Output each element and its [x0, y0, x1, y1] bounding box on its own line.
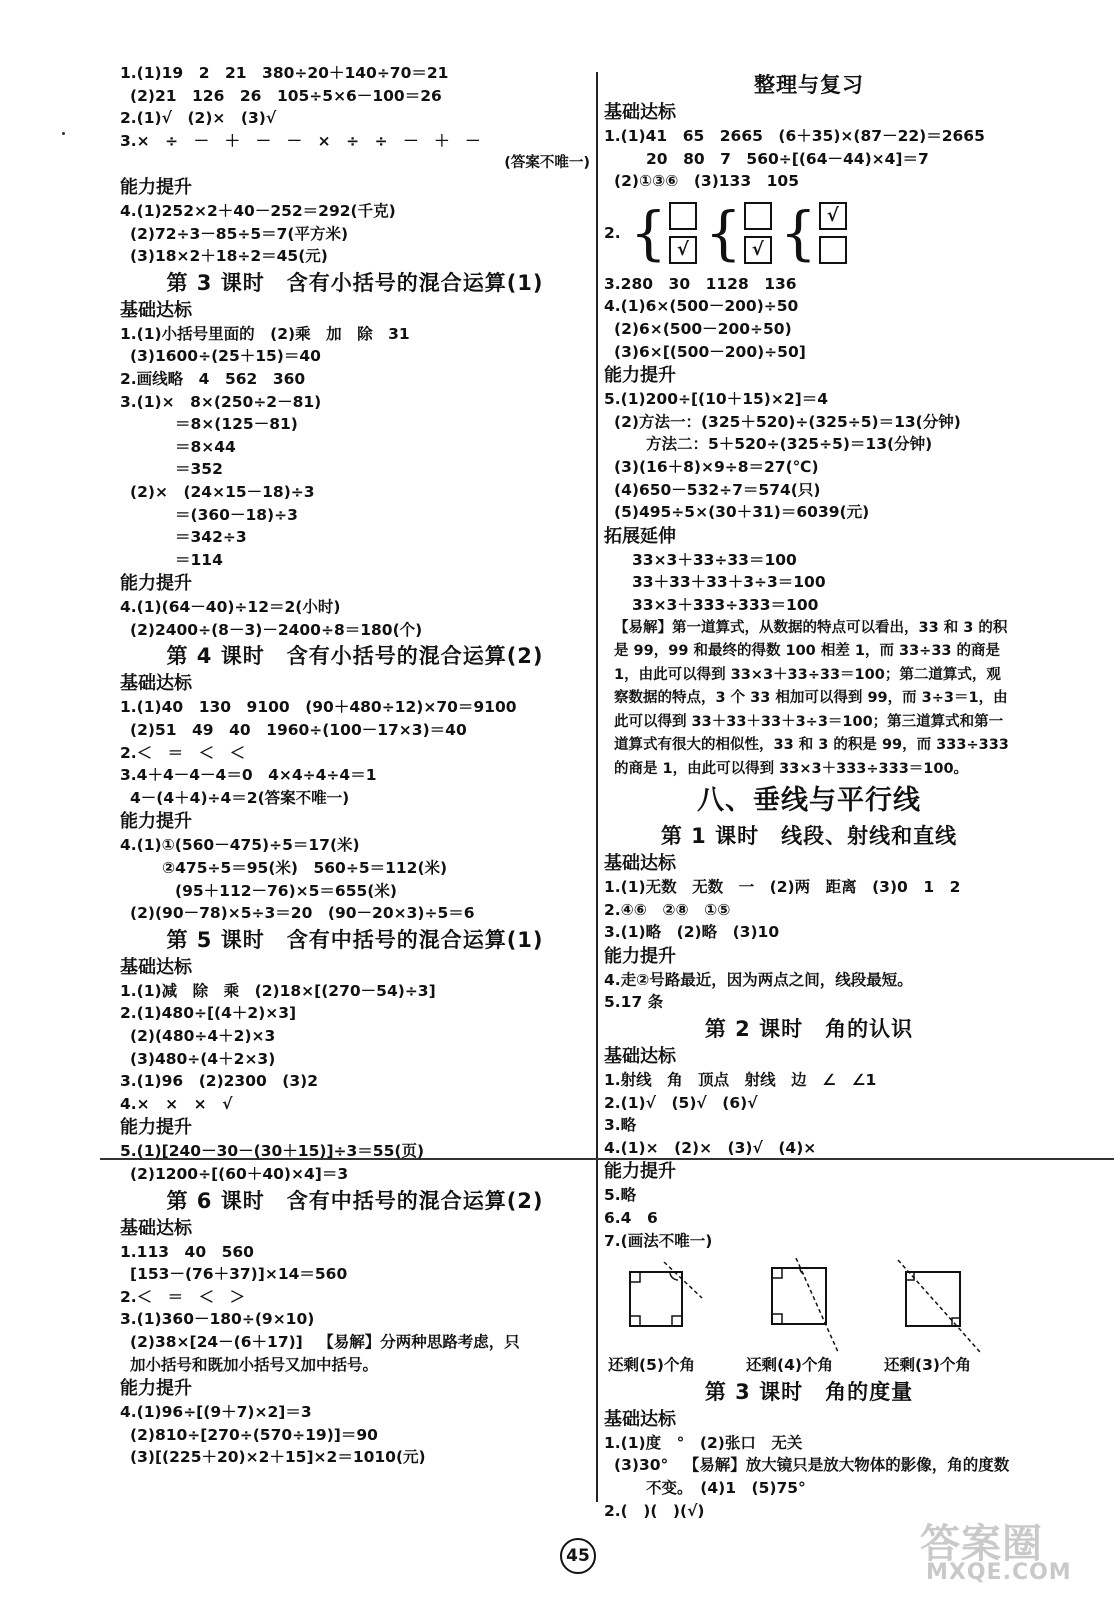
explain-tag: 【易解】: [318, 1332, 381, 1351]
lesson-title: 第 3 课时 含有小括号的混合运算(1): [166, 270, 544, 295]
answer-line: [153－(76＋37)]×14＝560: [130, 1265, 348, 1284]
answer-line: 1.(1)19 2 21 380÷20＋140÷70＝21: [120, 64, 449, 82]
answer-line: [120, 1331, 590, 1354]
answer-line: (2)× (24×15－18)÷3: [130, 482, 315, 501]
answer-line: 20 80 7 560÷[(64－44)×4]＝7: [646, 149, 929, 168]
section-heading: 能力提升: [604, 365, 676, 387]
answer-text: (3)30°: [614, 1456, 684, 1475]
answer-line: 5.略: [604, 1186, 637, 1205]
check-box: [819, 236, 847, 264]
answer-line: 4.(1)252×2＋40－252＝292(千克): [120, 201, 396, 220]
answer-line: 4.(1)96÷[(9＋7)×2]＝3: [120, 1403, 312, 1422]
answer-line: 4.× × × √: [120, 1094, 233, 1113]
explain-text: 分两种思路考虑，只: [380, 1332, 520, 1351]
answer-line: (95＋112－76)×5＝655(米): [175, 881, 397, 900]
explanation-paragraph: [604, 617, 1014, 782]
answer-line: (5)495÷5×(30＋31)＝6039(元): [614, 503, 870, 522]
answer-line: (2)2400÷(8－3)－2400÷8＝180(个): [130, 620, 423, 639]
answer-text: (2)38×[24－(6＋17)]: [130, 1332, 319, 1351]
answer-line: 33×3＋333÷333＝100: [632, 595, 819, 614]
lesson-title: 第 5 课时 含有中括号的混合运算(1): [166, 927, 544, 952]
answer-line: 2.(1)√ (2)× (3)√: [120, 109, 277, 128]
section-heading: 能力提升: [120, 176, 192, 198]
angle-figures: [604, 1258, 1014, 1358]
left-column: [120, 62, 590, 1469]
figure-caption: 还剩(3)个角: [884, 1356, 971, 1375]
answer-line: 5.17 条: [604, 993, 664, 1012]
answer-line: (2)方法一：(325＋520)÷(325÷5)＝13(分钟): [614, 412, 961, 431]
section-heading: 基础达标: [120, 1217, 192, 1239]
unit-title: 八、垂线与平行线: [697, 785, 921, 816]
speck: [62, 132, 65, 135]
answer-line: 33＋33＋33＋3÷3＝100: [632, 573, 826, 592]
explain-tag: 【易解】: [614, 619, 672, 636]
brace-group: [704, 198, 772, 267]
answer-line: ＝8×44: [175, 437, 236, 456]
answer-line: ＝8×(125－81): [175, 415, 298, 434]
answer-line: (2)(480÷4＋2)×3: [130, 1027, 276, 1045]
answer-line: 3.× ÷ － ＋ － － × ÷ ÷ － ＋ －: [120, 131, 481, 150]
answer-line: 7.(画法不唯一): [604, 1231, 713, 1250]
answer-line: (2)51 49 40 1960÷(100－17×3)＝40: [130, 721, 467, 740]
check-box: [744, 202, 772, 230]
section-heading: 能力提升: [604, 945, 676, 967]
answer-line: 1.(1)减 除 乘 (2)18×[(270－54)÷3]: [120, 981, 436, 1000]
answer-line: 3.略: [604, 1116, 637, 1135]
answer-line: 5.(1)200÷[(10＋15)×2]＝4: [604, 390, 829, 409]
brace-boxes: [604, 193, 1014, 273]
answer-line: 方法二：5＋520÷(325÷5)＝13(分钟): [646, 435, 933, 454]
figure-captions: [604, 1354, 1014, 1377]
answer-line: 4.(1)× (2)× (3)√ (4)×: [604, 1138, 817, 1157]
answer-line: ＝352: [175, 460, 223, 479]
figure-caption: 还剩(5)个角: [608, 1356, 695, 1375]
answer-line: 不变。 (4)1 (5)75°: [646, 1478, 806, 1497]
square-cut-figure: [748, 1258, 858, 1358]
page-number: 45: [560, 1538, 596, 1574]
figure-caption: 还剩(4)个角: [746, 1356, 833, 1375]
right-column: [604, 62, 1014, 1522]
answer-line: 2.④⑥ ②⑧ ①⑤: [604, 900, 731, 919]
answer-line: ＝(360－18)÷3: [175, 505, 298, 524]
answer-line: 2.(1)√ (5)√ (6)√: [604, 1093, 758, 1112]
watermark-url: MXQE.COM: [926, 1560, 1072, 1585]
section-heading: 拓展延伸: [604, 525, 676, 547]
brace-group: [779, 198, 847, 267]
lesson-title: 第 6 课时 含有中括号的混合运算(2): [166, 1188, 544, 1213]
section-heading: 能力提升: [120, 811, 192, 833]
brace-icon: {: [704, 198, 742, 267]
answer-line: 1.射线 角 顶点 射线 边 ∠ ∠1: [604, 1070, 877, 1089]
explain-text: 放大镜只是放大物体的影像，角的度数: [745, 1456, 1010, 1475]
answer-line: 3.(1)× 8×(250÷2－81): [120, 392, 322, 411]
section-heading: 基础达标: [120, 673, 192, 695]
answer-line: (2)1200÷[(60＋40)×4]＝3: [130, 1164, 349, 1183]
answer-line: 4.(1)①(560－475)÷5＝17(米): [120, 836, 360, 855]
section-heading: 基础达标: [120, 299, 192, 321]
answer-line: 1.(1)小括号里面的 (2)乘 加 除 31: [120, 324, 410, 343]
answer-line: (3)1600÷(25＋15)＝40: [130, 347, 321, 366]
answer-line: 3.4＋4－4－4＝0 4×4÷4÷4＝1: [120, 766, 377, 785]
lesson-title: 第 4 课时 含有小括号的混合运算(2): [166, 644, 544, 669]
section-heading: 基础达标: [604, 853, 676, 874]
answer-line: (4)650－532÷7＝574(只): [614, 480, 821, 499]
section-heading: 基础达标: [604, 102, 676, 123]
column-divider: [596, 72, 598, 1502]
answer-line: (3)(16＋8)×9÷8＝27(℃): [614, 457, 819, 476]
answer-line: 2.( )( )(√): [604, 1501, 705, 1520]
answer-line: 2.＜ ＝ ＜ ＞: [120, 1287, 246, 1306]
explain-text: 第一道算式，从数据的特点可以看出，33 和 3 的积是 99，99 和最终的得数 100 相差 1，而 33÷33 的商是 1，由此可以得到 33×3＋33÷33＝100；第二道算式，观察数据的特点，3 个 33 相加可以得到 99，而 3÷3＝1，由此可以得到 33＋33＋33＋3÷3＝100；第三道算式和第一道算式有很大的相似性，33 和 3 的积是 99，而 333÷333 的商是 1，由此可以得到 33×3＋333÷333＝100。: [614, 619, 1009, 777]
answer-line: 4－(4＋4)÷4＝2(答案不唯一): [130, 788, 350, 807]
answer-line: 2.＜ ＝ ＜ ＜: [120, 743, 246, 762]
watermark-logo: 答案圈: [920, 1521, 1043, 1567]
answer-line: 4.(1)(64－40)÷12＝2(小时): [120, 598, 341, 617]
section-heading: 基础达标: [120, 956, 192, 978]
square-cut-figure: [876, 1258, 986, 1358]
answer-line: (2)810÷[270÷(570÷19)]＝90: [130, 1425, 378, 1444]
answer-line: 1.(1)无数 无数 一 (2)两 距离 (3)0 1 2: [604, 878, 961, 896]
answer-line: (2)21 126 26 105÷5×6－100＝26: [130, 86, 442, 105]
lesson-title: 第 2 课时 角的认识: [704, 1016, 914, 1041]
answer-line: (3)[(225＋20)×2＋15]×2＝1010(元): [130, 1448, 426, 1467]
answer-line: 3.(1)略 (2)略 (3)10: [604, 923, 780, 942]
answer-line: 6.4 6: [604, 1208, 658, 1227]
answer-line: 加小括号和既加小括号又加中括号。: [130, 1355, 379, 1374]
section-heading: 能力提升: [120, 573, 192, 595]
section-heading: 能力提升: [604, 1161, 676, 1183]
brace-icon: {: [779, 198, 817, 267]
answer-line: 2.画线略 4 562 360: [120, 369, 306, 388]
answer-line: 4.走②号路最近，因为两点之间，线段最短。: [604, 970, 913, 989]
answer-line: 3.280 30 1128 136: [604, 274, 797, 293]
answer-line: ＝342÷3: [175, 528, 247, 547]
lesson-title: 第 3 课时 角的度量: [704, 1379, 914, 1404]
answer-line: 3.(1)96 (2)2300 (3)2: [120, 1072, 319, 1091]
answer-line: 1.(1)40 130 9100 (90＋480÷12)×70＝9100: [120, 698, 517, 717]
check-box: √: [819, 202, 847, 230]
check-box: √: [744, 236, 772, 264]
note: (答案不唯一): [504, 155, 590, 172]
answer-line: 1.(1)41 65 2665 (6＋35)×(87－22)＝2665: [604, 127, 985, 145]
check-box: [669, 202, 697, 230]
brace-group: [630, 198, 697, 267]
section-heading: 能力提升: [120, 1117, 192, 1139]
question-number: 2.: [604, 223, 621, 242]
answer-line: (3)6×[(500－200)÷50]: [614, 342, 806, 361]
section-title: 整理与复习: [754, 73, 864, 97]
answer-line: 3.(1)360－180÷(9×10): [120, 1310, 315, 1329]
section-heading: 基础达标: [604, 1045, 676, 1067]
answer-line: (2)①③⑥ (3)133 105: [614, 172, 799, 191]
answer-line: 4.(1)6×(500－200)÷50: [604, 297, 799, 316]
answer-line: ＝114: [175, 550, 223, 569]
answer-line: 2.(1)480÷[(4＋2)×3]: [120, 1004, 297, 1023]
answer-line: (2)(90－78)×5÷3＝20 (90－20×3)÷5＝6: [130, 904, 475, 923]
answer-line: (3)18×2＋18÷2＝45(元): [130, 247, 328, 266]
answer-line: 1.113 40 560: [120, 1242, 254, 1261]
explain-tag: 【易解】: [683, 1456, 746, 1475]
answer-line: (3)480÷(4＋2×3): [130, 1049, 276, 1068]
section-heading: 基础达标: [604, 1408, 676, 1430]
answer-line: 5.(1)[240－30－(30＋15)]÷3＝55(页): [120, 1142, 425, 1161]
answer-line: ②475÷5＝95(米) 560÷5＝112(米): [162, 859, 448, 878]
answer-line: 1.(1)度 ° (2)张口 无关: [604, 1433, 803, 1452]
answer-line: 33×3＋33÷33＝100: [632, 550, 797, 569]
check-box: √: [669, 236, 697, 264]
section-heading: 能力提升: [120, 1378, 192, 1400]
answer-line: (2)72÷3－85÷5＝7(平方米): [130, 224, 349, 243]
brace-icon: {: [630, 198, 667, 267]
answer-line: (2)6×(500－200÷50): [614, 319, 792, 338]
answer-line: [604, 1454, 1014, 1477]
square-cut-figure: [620, 1258, 730, 1358]
lesson-title: 第 1 课时 线段、射线和直线: [660, 824, 958, 848]
